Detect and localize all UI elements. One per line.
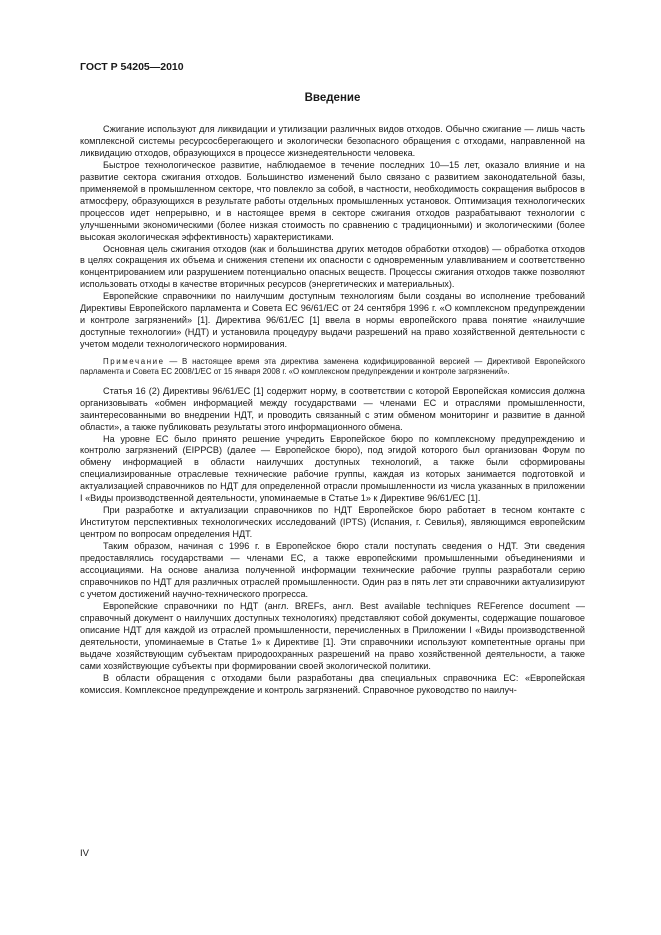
note <box>80 357 585 378</box>
paragraph: При разработке и актуализации справочников по НДТ Европейское бюро работает в тесном контакте с Институтом перспективных технологических исследований (IPTS) (Испания, г. Севилья), являющимся европейским центром по вопросам определения НДТ. <box>80 505 585 540</box>
paragraph: Статья 16 (2) Директивы 96/61/ЕС [1] содержит норму, в соответствии с которой Европейская комиссия должна организовывать «обмен информацией между государствами — членами ЕС и отраслями промышленности, заинтересованными во внедрении НДТ, и проводить связанный с этим обменом мониторинг и развитие в данной области», а также публиковать результаты этого информационного обмена. <box>80 385 585 432</box>
note-text: — В настоящее время эта директива заменена кодифицированной версией — Директивой Европейского парламента и Совета ЕС 2008/1/ЕС от 15 января 2008 г. «О комплексном предупреждении и контроле загрязнений». <box>80 357 585 377</box>
document-header: ГОСТ Р 54205—2010 <box>80 61 184 73</box>
paragraph: Европейские справочники по наилучшим доступным технологиям были созданы во исполнение требований Директивы Европейского парламента и Совета ЕС 96/61/ЕС от 24 сентября 1996 г. «О комплексном предупреждении и контроле загрязнений» [1]. Директива 96/61/ЕС [1] ввела в нормы европейского права понятие «наилучшие доступные технологии» (НДТ) и установила процедуру выдачи разрешений на право хозяйственной деятельности с учетом модели технологического нормирования. <box>80 291 585 350</box>
note-label: Примечание <box>103 357 165 367</box>
paragraph: Таким образом, начиная с 1996 г. в Европейское бюро стали поступать сведения о НДТ. Эти сведения предоставлялись государствами — членами ЕС, а также европейскими промышленными объединениями и ассоциациями. На основе анализа полученной информации технические рабочие группы разработали серию справочников по НДТ для различных отраслей промышленности. Один раз в пять лет эти справочники актуализируют с учетом достижений научно-технического прогресса. <box>80 541 585 599</box>
paragraph: В области обращения с отходами были разработаны два специальных справочника ЕС: «Европейская комиссия. Комплексное предупреждение и контроль загрязнений. Справочное руководство по наилуч- <box>80 672 585 695</box>
paragraph: Основная цель сжигания отходов (как и большинства других методов обработки отходов) — обработка отходов в целях сокращения их объема и снижения степени их опасности с одновременным улавливанием и соответственно концентрированием или разрушением потенциально опасных веществ. Процессы сжигания отходов также позволяют использовать отходы в качестве вторичных ресурсов (энергетических и материальных). <box>80 243 585 290</box>
section-title: Введение <box>304 92 361 104</box>
body-text <box>80 124 585 696</box>
paragraph: На уровне ЕС было принято решение учредить Европейское бюро по комплексному предупреждению и контролю загрязнений (EIPPCB) (далее — Европейское бюро), под эгидой которого был организован Форум по обмену информацией в области наилучших доступных технологий, а также были сформированы специализированные отраслевые технические рабочие группы, каждая из которых занимается подготовкой и актуализацией справочников по НДТ для определенной отрасли промышленности из числа указанных в приложении I «Виды производственной деятельности, упоминаемые в Статье 1» к Директиве 96/61/ЕС [1]. <box>80 433 585 504</box>
paragraph: Сжигание используют для ликвидации и утилизации различных видов отходов. Обычно сжигание — лишь часть комплексной системы ресурсосберегающего и экологически безопасного обращения с отходами, направленной на ликвидацию отходов, образующихся в процессе жизнедеятельности человека. <box>80 124 585 158</box>
page-number: IV <box>80 848 89 859</box>
paragraph: Европейские справочники по НДТ (англ. BREFs, англ. Best available techniques REFerence document — справочный документ о наилучших доступных технологиях) представляют собой документы, содержащие пошаговое описание НДТ для каждой из отраслей промышленности, перечисленных в Приложении I «Виды производственной деятельности, упоминаемые в Статье 1» к Директиве [1]. Эти справочники используют компетентные органы при выдаче хозяйствующим субъектам природоохранных разрешений на право хозяйственной деятельности, а также сами хозяйствующие субъекты при формировании своей экологической политики. <box>80 600 585 671</box>
paragraph: Быстрое технологическое развитие, наблюдаемое в течение последних 10—15 лет, оказало влияние и на развитие сектора сжигания отходов. Большинство изменений было связано с развитием законодательной базы, применяемой в промышленном секторе, что повлекло за собой, в частности, необходимость сокращения выбросов в атмосферу, образующихся в результате работы отдельных промышленных установок. Оптимизация технологических процессов идет непрерывно, и в настоящее время в секторе сжигания отходов разрабатывают технологии с улучшенными экономическими (более низкая стоимость по сравнению с традиционными) и экологическими (более высокая экологическая эффективность) характеристиками. <box>80 159 585 242</box>
